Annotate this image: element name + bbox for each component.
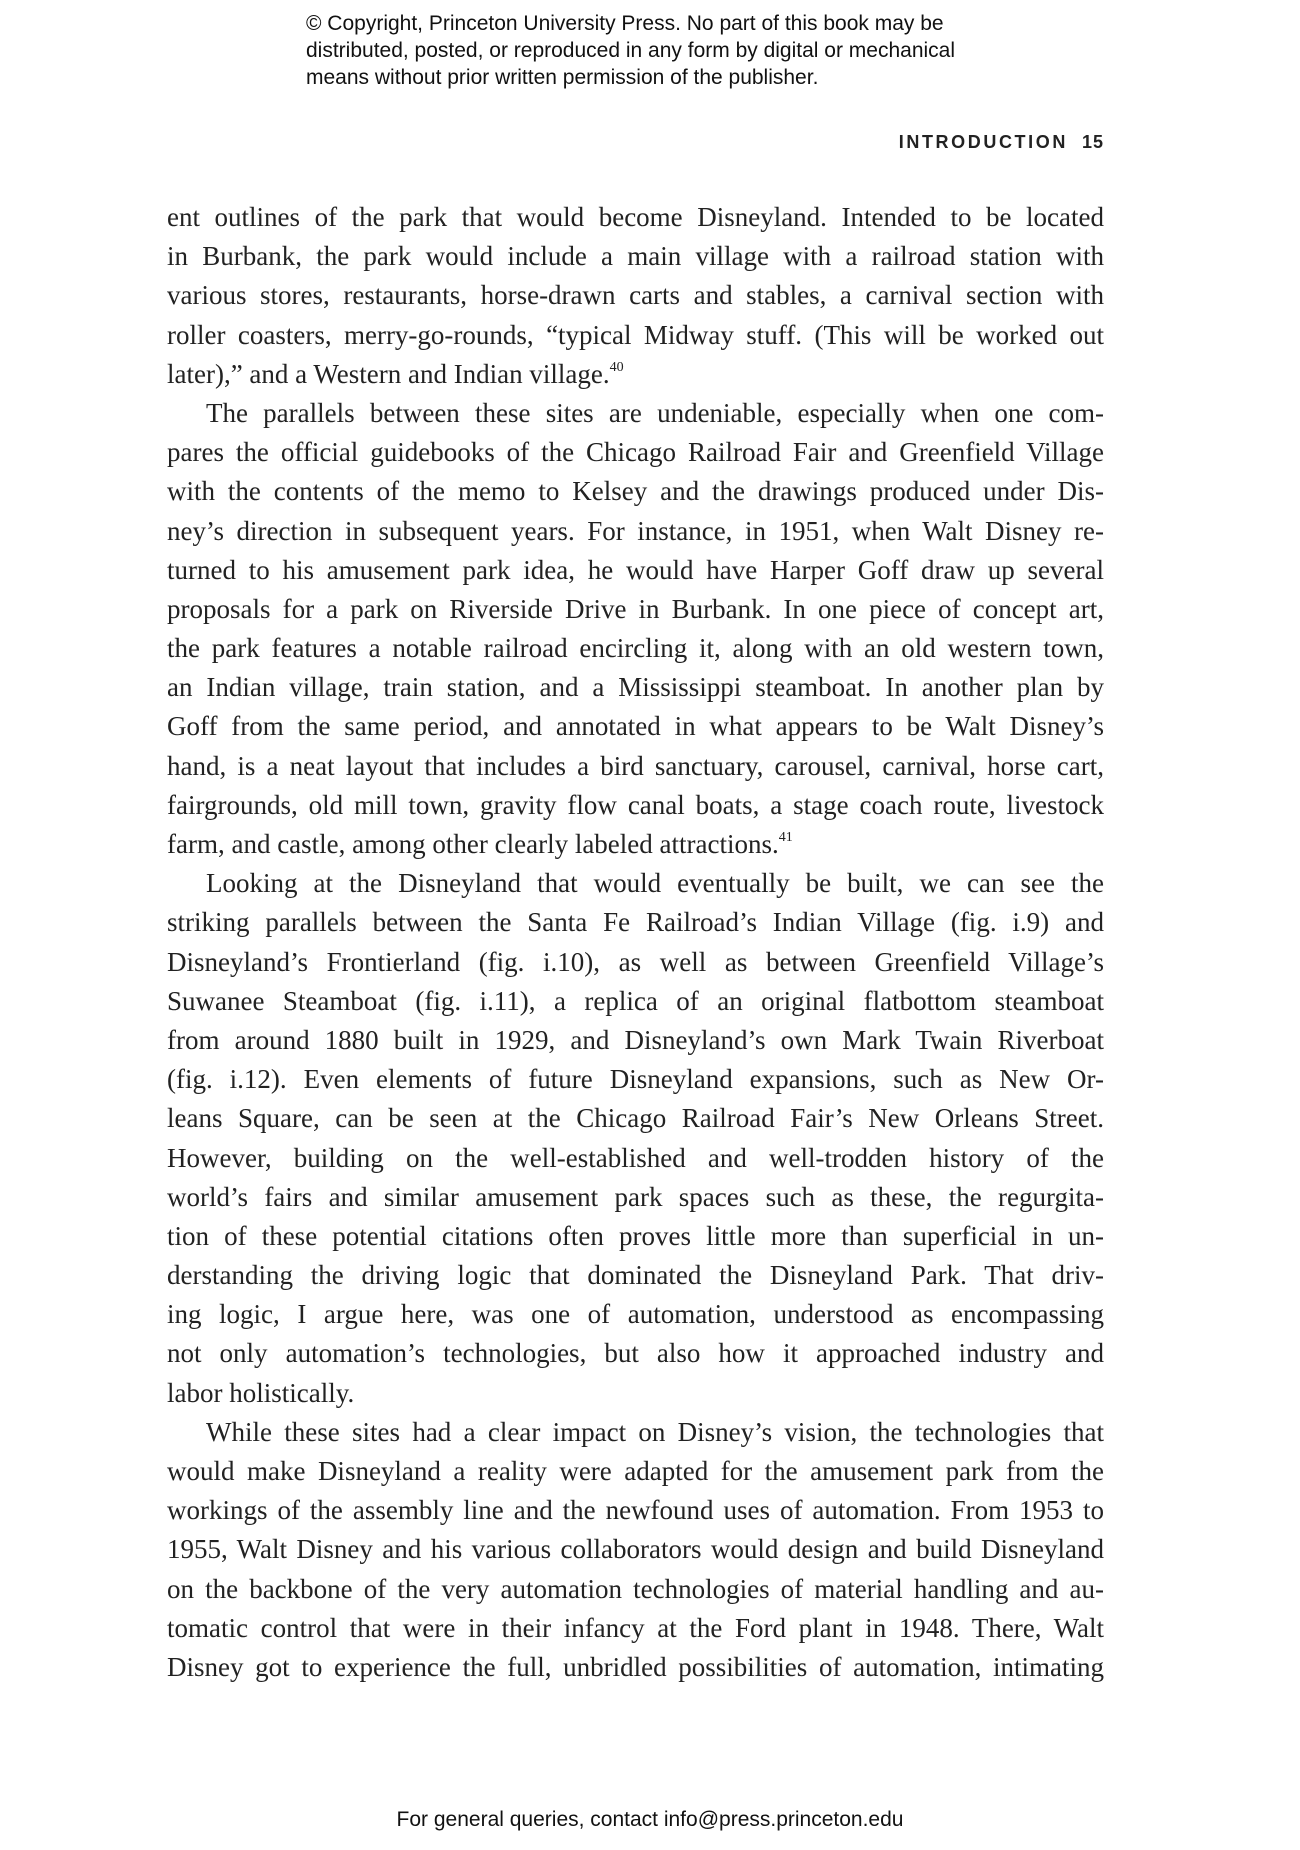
line-text: (fig. i.12). Even elements of future Disneyland expansions, such as New Or-	[167, 1064, 1104, 1095]
text-line	[167, 825, 1104, 864]
footnote-reference[interactable]: 41	[778, 830, 793, 845]
paragraph	[167, 198, 1104, 394]
text-line	[167, 629, 1104, 668]
text-line	[167, 1413, 1104, 1452]
text-line	[167, 1374, 1104, 1413]
line-text: labor holistically.	[167, 1377, 355, 1408]
text-line	[167, 1139, 1104, 1178]
line-text: later),” and a Western and Indian village.	[167, 358, 610, 389]
line-text: ent outlines of the park that would become Disneyland. Intended to be located	[167, 202, 1104, 232]
copyright-line: means without prior written permission of the publisher.	[306, 66, 819, 89]
copyright-line: © Copyright, Princeton University Press. No part of this book may be	[306, 12, 944, 35]
text-line	[167, 982, 1104, 1021]
line-text: ney’s direction in subsequent years. For instance, in 1951, when Walt Disney re-	[167, 515, 1104, 546]
line-text: tion of these potential citations often proves little more than superficial in un-	[167, 1220, 1104, 1251]
line-text: from around 1880 built in 1929, and Disneyland’s own Mark Twain Riverboat	[167, 1024, 1104, 1055]
line-text: Suwanee Steamboat (fig. i.11), a replica of an original flatbottom steamboat	[167, 985, 1104, 1016]
line-text: leans Square, can be seen at the Chicago Railroad Fair’s New Orleans Street.	[167, 1103, 1104, 1134]
text-line	[167, 1334, 1104, 1373]
line-text: Disney got to experience the full, unbridled possibilities of automation, intimating	[167, 1651, 1104, 1682]
page-number: 15	[1081, 132, 1104, 152]
text-line	[167, 1256, 1104, 1295]
text-line	[167, 864, 1104, 903]
line-text: Looking at the Disneyland that would eventually be built, we can see the	[206, 868, 1104, 899]
line-text: The parallels between these sites are undeniable, especially when one com-	[206, 397, 1104, 428]
line-text: Disneyland’s Frontierland (fig. i.10), as well as between Greenfield Village’s	[167, 946, 1104, 977]
text-line	[167, 1452, 1104, 1491]
text-line	[167, 1021, 1104, 1060]
text-line	[167, 707, 1104, 746]
text-line	[167, 668, 1104, 707]
line-text: world’s fairs and similar amusement park spaces such as these, the regurgita-	[167, 1181, 1104, 1212]
line-text: would make Disneyland a reality were adapted for the amusement park from the	[167, 1456, 1104, 1486]
line-text: on the backbone of the very automation technologies of material handling and au-	[167, 1573, 1104, 1604]
text-line	[167, 316, 1104, 355]
paragraph	[167, 1413, 1104, 1687]
body-text	[167, 198, 1104, 1687]
text-line	[167, 433, 1104, 472]
text-line	[167, 276, 1104, 315]
line-text: farm, and castle, among other clearly labeled attractions.	[167, 829, 779, 859]
text-line	[167, 355, 1104, 394]
text-line	[167, 1099, 1104, 1138]
footnote-reference[interactable]: 40	[609, 359, 624, 375]
text-line	[167, 237, 1104, 276]
text-line	[167, 1609, 1104, 1648]
line-text: various stores, restaurants, horse-drawn carts and stables, a carnival section with	[167, 280, 1104, 311]
text-line	[167, 747, 1104, 786]
line-text: 1955, Walt Disney and his various collaborators would design and build Disneyland	[167, 1534, 1104, 1565]
line-text: in Burbank, the park would include a main village with a railroad station with	[167, 241, 1104, 272]
copyright-line: distributed, posted, or reproduced in any form by digital or mechanical	[306, 39, 956, 62]
line-text: ing logic, I argue here, was one of automation, understood as encompassing	[167, 1299, 1104, 1330]
text-line	[167, 1491, 1104, 1530]
text-line	[167, 1530, 1104, 1569]
text-line	[167, 394, 1104, 433]
line-text: derstanding the driving logic that dominated the Disneyland Park. That driv-	[167, 1260, 1104, 1291]
text-line	[167, 1295, 1104, 1334]
text-line	[167, 590, 1104, 629]
text-line	[167, 1060, 1104, 1099]
section-title: INTRODUCTION	[898, 132, 1068, 152]
text-line	[167, 472, 1104, 511]
text-line	[167, 1648, 1104, 1687]
running-head	[899, 132, 1104, 153]
paragraph	[167, 394, 1104, 864]
line-text: an Indian village, train station, and a Mississippi steamboat. In another plan by	[167, 672, 1104, 703]
text-line	[167, 198, 1104, 237]
line-text: striking parallels between the Santa Fe Railroad’s Indian Village (fig. i.9) and	[167, 907, 1104, 938]
line-text: proposals for a park on Riverside Drive in Burbank. In one piece of concept art,	[167, 593, 1104, 624]
paragraph	[167, 864, 1104, 1413]
text-line	[167, 551, 1104, 590]
line-text: Goff from the same period, and annotated in what appears to be Walt Disney’s	[167, 711, 1104, 742]
text-line	[167, 512, 1104, 551]
copyright-notice	[306, 10, 1046, 91]
text-line	[167, 903, 1104, 942]
line-text: not only automation’s technologies, but also how it approached industry and	[167, 1338, 1104, 1369]
line-text: However, building on the well-established and well-trodden history of the	[167, 1142, 1104, 1173]
text-line	[167, 786, 1104, 825]
line-text: workings of the assembly line and the newfound uses of automation. From 1953 to	[167, 1495, 1104, 1526]
footer-contact: For general queries, contact info@press.princeton.edu	[396, 1808, 904, 1831]
line-text: the park features a notable railroad encircling it, along with an old western town,	[167, 633, 1104, 664]
line-text: pares the official guidebooks of the Chicago Railroad Fair and Greenfield Village	[167, 437, 1104, 468]
line-text: roller coasters, merry-go-rounds, “typical Midway stuff. (This will be worked out	[167, 319, 1104, 350]
line-text: with the contents of the memo to Kelsey and the drawings produced under Dis-	[167, 476, 1104, 507]
line-text: fairgrounds, old mill town, gravity flow canal boats, a stage coach route, livestock	[167, 789, 1104, 820]
text-line	[167, 943, 1104, 982]
line-text: turned to his amusement park idea, he would have Harper Goff draw up several	[167, 554, 1104, 585]
text-line	[167, 1178, 1104, 1217]
text-line	[167, 1217, 1104, 1256]
line-text: While these sites had a clear impact on Disney’s vision, the technologies that	[206, 1416, 1104, 1447]
line-text: hand, is a neat layout that includes a bird sanctuary, carousel, carnival, horse cart,	[167, 750, 1104, 781]
line-text: tomatic control that were in their infancy at the Ford plant in 1948. There, Walt	[167, 1612, 1104, 1643]
text-line	[167, 1570, 1104, 1609]
